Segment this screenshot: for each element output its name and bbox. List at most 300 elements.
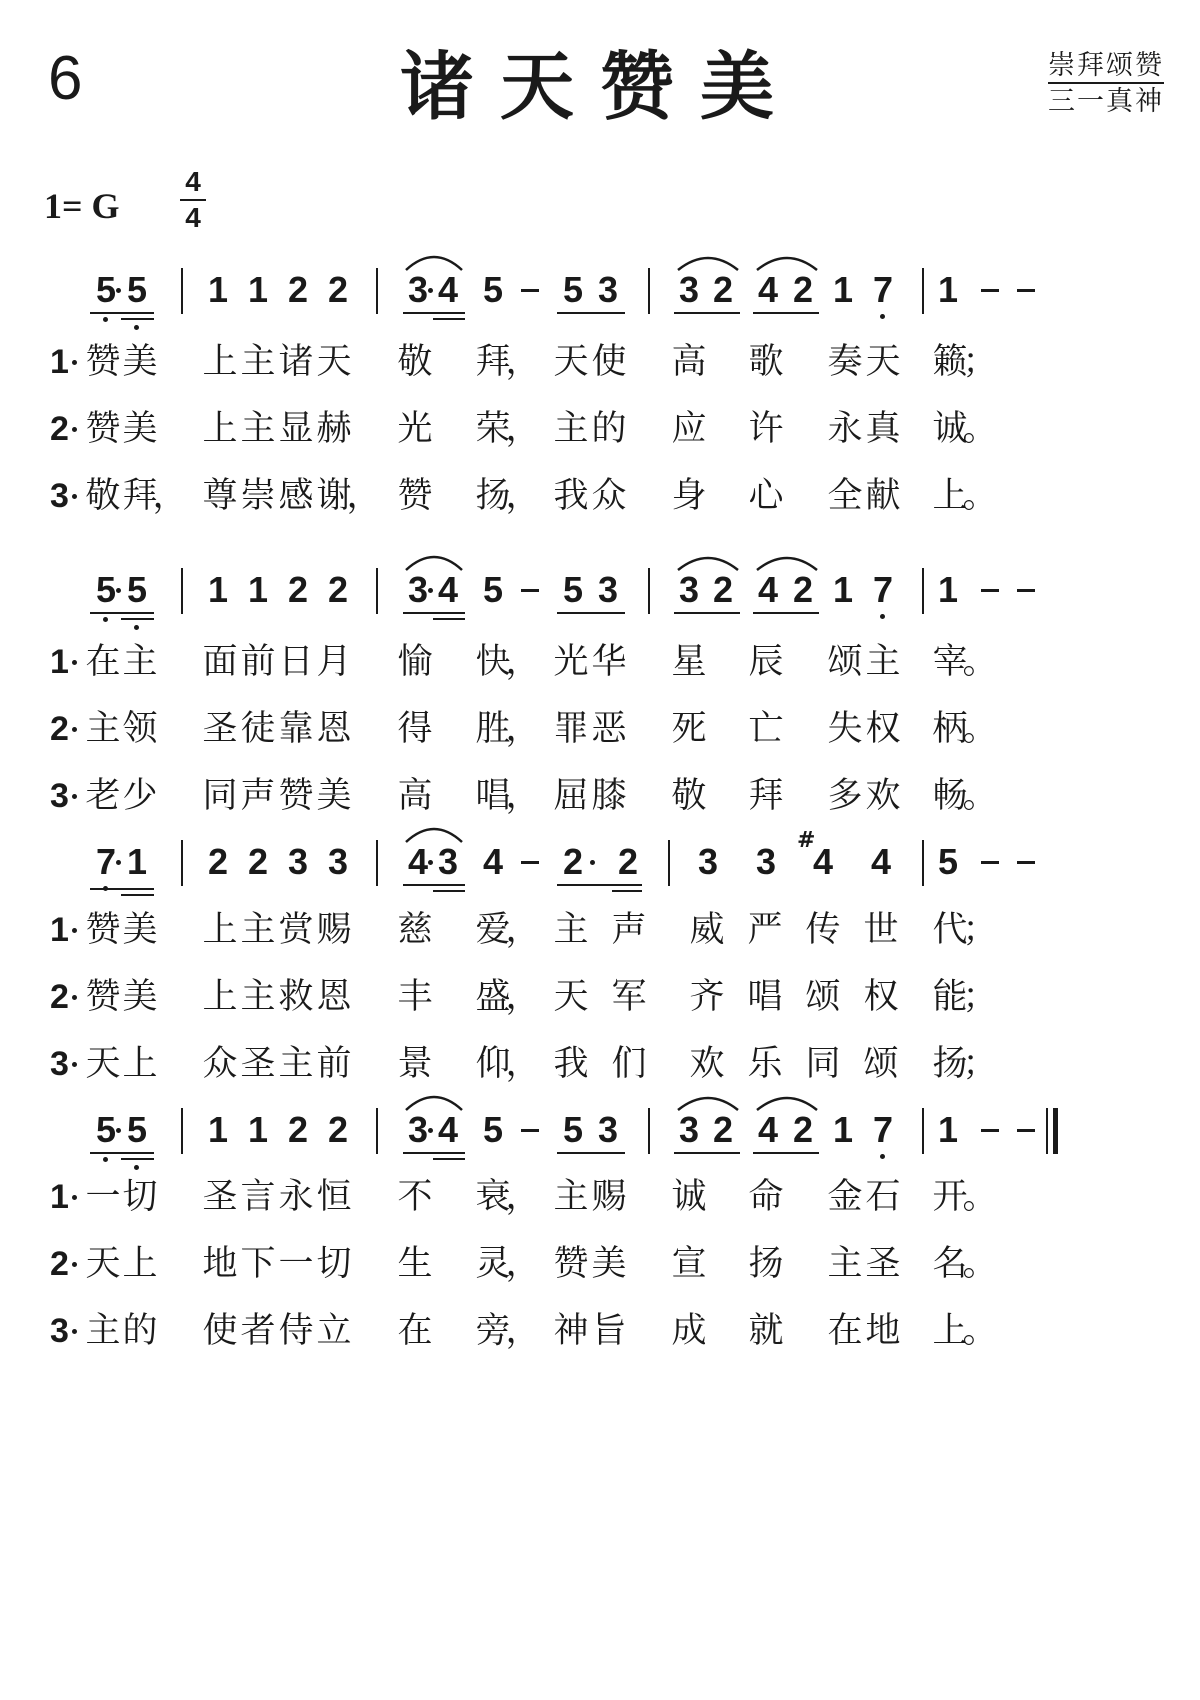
note: 5 xyxy=(126,1109,148,1150)
note: 5 xyxy=(482,1109,504,1150)
lyric-char: 星 xyxy=(671,642,707,682)
note: 1 xyxy=(207,269,229,310)
lyric-char: 拜 xyxy=(748,776,784,816)
lyric-char: 旨 xyxy=(591,1311,627,1351)
lyric-char: 心 xyxy=(748,476,784,516)
lyric-char: 救 xyxy=(278,977,314,1017)
lyric-char: 唱 xyxy=(747,977,783,1017)
lyric-char: 天 xyxy=(316,342,352,382)
lyric-char: 扬 xyxy=(932,1044,968,1084)
lyric-char: ， xyxy=(505,776,541,816)
note: 3 xyxy=(287,841,309,882)
verse-dot xyxy=(72,494,77,499)
lyric-char: 美 xyxy=(122,910,158,950)
lyric-char: 名 xyxy=(932,1244,968,1284)
lyric-char: 赞 xyxy=(85,910,121,950)
lyric-char: 赫 xyxy=(316,409,352,449)
lyric-char: 世 xyxy=(863,910,899,950)
lyric-line xyxy=(0,340,1200,384)
lyric-char: 者 xyxy=(240,1311,276,1351)
verse-dot xyxy=(72,1195,77,1200)
lyric-char: 永 xyxy=(827,409,863,449)
lyric-char: 宰 xyxy=(932,642,968,682)
dot xyxy=(590,860,595,865)
lyric-char: 。 xyxy=(962,642,998,682)
note: 5 xyxy=(482,569,504,610)
note: 4 xyxy=(437,269,459,310)
underline xyxy=(90,888,154,890)
note: 4 xyxy=(870,841,892,882)
lyric-char: 荣 xyxy=(475,409,511,449)
note: 3 xyxy=(597,1109,619,1150)
dash xyxy=(521,861,539,864)
lyric-char: 成 xyxy=(671,1311,707,1351)
time-signature-bar xyxy=(180,199,206,201)
barline xyxy=(648,568,650,614)
lyric-char: 日 xyxy=(278,642,314,682)
lyric-char: ， xyxy=(505,709,541,749)
lyric-char: 我 xyxy=(553,476,589,516)
lyric-char: 感 xyxy=(278,476,314,516)
lyric-char: 恩 xyxy=(316,977,352,1017)
lyric-char: 天 xyxy=(85,1044,121,1084)
lower-octave-dot xyxy=(880,314,885,319)
underline xyxy=(674,312,740,314)
lyric-char: 。 xyxy=(962,409,998,449)
note: 4 xyxy=(812,841,834,882)
lyric-char: 赞 xyxy=(397,476,433,516)
lyric-char: 天 xyxy=(85,1244,121,1284)
lyric-char: 们 xyxy=(611,1044,647,1084)
lyric-char: 。 xyxy=(962,1177,998,1217)
lyric-char: 应 xyxy=(671,409,707,449)
slur xyxy=(755,252,819,272)
underline xyxy=(433,890,465,892)
slur xyxy=(404,1090,464,1112)
lower-octave-dot xyxy=(134,325,139,330)
lyric-char: ， xyxy=(505,409,541,449)
note: 2 xyxy=(712,269,734,310)
verse-dot xyxy=(72,1062,77,1067)
underline xyxy=(433,1158,465,1160)
lyric-char: 声 xyxy=(240,776,276,816)
underline xyxy=(403,884,465,886)
note: 4 xyxy=(407,841,429,882)
slur xyxy=(404,822,464,844)
lyric-char: 胜 xyxy=(475,709,511,749)
lyric-char: ； xyxy=(962,977,998,1017)
note: 4 xyxy=(482,841,504,882)
lyric-char: 能 xyxy=(932,977,968,1017)
lyric-char: 罪 xyxy=(553,709,589,749)
subcategory-label: 三一真神 xyxy=(1048,86,1164,117)
lyric-char: 众 xyxy=(202,1044,238,1084)
lyric-char: 权 xyxy=(865,709,901,749)
underline xyxy=(557,312,625,314)
lyric-char: 切 xyxy=(122,1177,158,1217)
note: 2 xyxy=(792,269,814,310)
lyric-char: 天 xyxy=(553,342,589,382)
underline xyxy=(403,612,465,614)
note: 5 xyxy=(482,269,504,310)
barline xyxy=(376,1108,378,1154)
lyric-char: 光 xyxy=(553,642,589,682)
note: 2 xyxy=(617,841,639,882)
lyric-char: 。 xyxy=(962,476,998,516)
lyric-char: 多 xyxy=(827,776,863,816)
lyric-char: 赞 xyxy=(85,342,121,382)
lyric-char: 命 xyxy=(748,1177,784,1217)
lyric-char: ； xyxy=(962,1044,998,1084)
lyric-char: 恩 xyxy=(316,709,352,749)
lyric-char: 领 xyxy=(122,709,158,749)
lyric-char: 旁 xyxy=(475,1311,511,1351)
lyric-char: 诚 xyxy=(671,1177,707,1217)
lyric-char: 金 xyxy=(827,1177,863,1217)
verse-number: 1 xyxy=(50,1178,69,1216)
lyric-char: 赏 xyxy=(278,910,314,950)
lyric-char: 膝 xyxy=(591,776,627,816)
dash xyxy=(1017,1129,1035,1132)
lyric-char: 切 xyxy=(316,1244,352,1284)
lyric-char: 美 xyxy=(122,409,158,449)
verse-number: 3 xyxy=(50,1312,69,1350)
lyric-char: 下 xyxy=(240,1244,276,1284)
lower-octave-dot xyxy=(880,614,885,619)
lyric-char: 扬 xyxy=(748,1244,784,1284)
lyric-char: 主 xyxy=(122,642,158,682)
lyric-char: 乐 xyxy=(747,1044,783,1084)
underline xyxy=(121,318,154,320)
lyric-char: 军 xyxy=(611,977,647,1017)
verse-dot xyxy=(72,794,77,799)
lyric-char: 敬 xyxy=(671,776,707,816)
underline xyxy=(403,1152,465,1154)
lyric-char: 圣 xyxy=(865,1244,901,1284)
dash xyxy=(981,861,999,864)
lyric-char: 唱 xyxy=(475,776,511,816)
lyric-char: 。 xyxy=(962,709,998,749)
lower-octave-dot xyxy=(134,625,139,630)
time-signature xyxy=(180,168,206,232)
lyric-char: ， xyxy=(505,642,541,682)
verse-dot xyxy=(72,360,77,365)
lyric-char: 诚 xyxy=(932,409,968,449)
lyric-char: 使 xyxy=(202,1311,238,1351)
lyric-char: ， xyxy=(505,910,541,950)
lyric-char: 圣 xyxy=(202,709,238,749)
lyric-char: 慈 xyxy=(397,910,433,950)
lyric-char: 谢 xyxy=(316,476,352,516)
lyric-char: 天 xyxy=(553,977,589,1017)
verse-number: 1 xyxy=(50,643,69,681)
lyric-char: 欢 xyxy=(689,1044,725,1084)
lyric-char: 在 xyxy=(397,1311,433,1351)
lyric-char: 主 xyxy=(827,1244,863,1284)
slur xyxy=(676,1092,740,1112)
slur xyxy=(755,1092,819,1112)
lyric-char: 地 xyxy=(865,1311,901,1351)
verse-number: 1 xyxy=(50,343,69,381)
underline xyxy=(674,1152,740,1154)
note: 2 xyxy=(327,569,349,610)
note: 1 xyxy=(937,269,959,310)
lyric-char: 恶 xyxy=(591,709,627,749)
underline xyxy=(403,312,465,314)
note: 1 xyxy=(207,569,229,610)
lyric-char: 主 xyxy=(240,409,276,449)
underline xyxy=(433,318,465,320)
lyric-char: 景 xyxy=(397,1044,433,1084)
lyric-line xyxy=(0,707,1200,751)
lyric-char: 颂 xyxy=(805,977,841,1017)
barline xyxy=(181,268,183,314)
note: 5 xyxy=(95,569,117,610)
note: 5 xyxy=(562,569,584,610)
lyric-char: 赞 xyxy=(553,1244,589,1284)
lyric-char: 主 xyxy=(553,910,589,950)
lyric-char: ， xyxy=(152,476,188,516)
lyric-char: 少 xyxy=(122,776,158,816)
underline xyxy=(433,618,465,620)
lyric-char: 衰 xyxy=(475,1177,511,1217)
music-system-1 xyxy=(0,270,1200,310)
lyric-line xyxy=(0,1175,1200,1219)
lyric-char: 歌 xyxy=(748,342,784,382)
time-signature-top: 4 xyxy=(185,166,201,197)
slur xyxy=(404,250,464,272)
dash xyxy=(521,289,539,292)
time-signature-bottom: 4 xyxy=(185,202,201,233)
note: 3 xyxy=(597,269,619,310)
note: 3 xyxy=(755,841,777,882)
lyric-char: 高 xyxy=(397,776,433,816)
dash xyxy=(521,1129,539,1132)
music-system-2 xyxy=(0,570,1200,610)
lyric-char: 主 xyxy=(85,1311,121,1351)
lyric-char: 圣 xyxy=(240,1044,276,1084)
lyric-char: 言 xyxy=(240,1177,276,1217)
dot xyxy=(116,1128,121,1133)
lyric-char: 靠 xyxy=(278,709,314,749)
lyric-char: 失 xyxy=(827,709,863,749)
dot xyxy=(116,588,121,593)
lyric-char: ， xyxy=(505,1044,541,1084)
lyric-char: 就 xyxy=(748,1311,784,1351)
underline xyxy=(90,1152,154,1154)
slur xyxy=(755,552,819,572)
note: 7 xyxy=(872,269,894,310)
final-barline-thin xyxy=(1046,1108,1048,1154)
lyric-char: ， xyxy=(346,476,382,516)
note: 4 xyxy=(437,569,459,610)
note: 4 xyxy=(757,1109,779,1150)
lyric-char: 圣 xyxy=(202,1177,238,1217)
lyric-char: 美 xyxy=(122,977,158,1017)
page-title: 诸天赞美 xyxy=(400,44,800,130)
lyric-char: 在 xyxy=(85,642,121,682)
lyric-char: 立 xyxy=(316,1311,352,1351)
lyric-char: 的 xyxy=(591,409,627,449)
lyric-char: 尊 xyxy=(202,476,238,516)
note: 2 xyxy=(247,841,269,882)
underline xyxy=(121,1158,154,1160)
barline xyxy=(922,268,924,314)
underline xyxy=(121,894,154,896)
lyric-char: 徒 xyxy=(240,709,276,749)
note: 3 xyxy=(327,841,349,882)
lyric-char: 美 xyxy=(316,776,352,816)
lyric-char: 前 xyxy=(240,642,276,682)
lyric-line xyxy=(0,1042,1200,1086)
lyric-char: 高 xyxy=(671,342,707,382)
note: 1 xyxy=(207,1109,229,1150)
dash xyxy=(1017,589,1035,592)
lyric-char: ， xyxy=(505,977,541,1017)
barline xyxy=(181,840,183,886)
lyric-char: 华 xyxy=(591,642,627,682)
key-signature: 1= G xyxy=(44,186,120,226)
underline xyxy=(753,1152,819,1154)
lyric-char: 快 xyxy=(475,642,511,682)
barline xyxy=(922,568,924,614)
lyric-char: 赞 xyxy=(85,977,121,1017)
sharp-sign: # xyxy=(797,828,816,853)
note: 3 xyxy=(597,569,619,610)
lyric-char: 上 xyxy=(932,1311,968,1351)
lower-octave-dot xyxy=(103,1157,108,1162)
lyric-char: 。 xyxy=(962,776,998,816)
note: 1 xyxy=(937,1109,959,1150)
lower-octave-dot xyxy=(103,617,108,622)
lyric-char: 一 xyxy=(85,1177,121,1217)
lyric-char: 赐 xyxy=(316,910,352,950)
lyric-char: 恒 xyxy=(316,1177,352,1217)
music-system-4 xyxy=(0,1110,1200,1150)
underline xyxy=(674,612,740,614)
lyric-char: 权 xyxy=(863,977,899,1017)
barline xyxy=(922,840,924,886)
lyric-char: 。 xyxy=(962,1311,998,1351)
lyric-char: 。 xyxy=(962,1244,998,1284)
underline xyxy=(753,612,819,614)
slur xyxy=(676,252,740,272)
lyric-char: 侍 xyxy=(278,1311,314,1351)
lyric-char: 显 xyxy=(278,409,314,449)
lower-octave-dot xyxy=(134,1165,139,1170)
lyric-char: 我 xyxy=(553,1044,589,1084)
lyric-char: 永 xyxy=(278,1177,314,1217)
lyric-char: 扬 xyxy=(475,476,511,516)
lyric-char: 爱 xyxy=(475,910,511,950)
note: 3 xyxy=(407,269,429,310)
barline xyxy=(922,1108,924,1154)
lyric-char: 在 xyxy=(827,1311,863,1351)
lyric-line xyxy=(0,908,1200,952)
lyric-line xyxy=(0,1309,1200,1353)
verse-number: 2 xyxy=(50,978,69,1016)
note: 2 xyxy=(287,269,309,310)
lyric-char: 美 xyxy=(122,342,158,382)
dash xyxy=(1017,289,1035,292)
barline xyxy=(648,268,650,314)
lyric-char: 死 xyxy=(671,709,707,749)
note: 1 xyxy=(126,841,148,882)
lyric-char: 声 xyxy=(611,910,647,950)
lyric-char: 代 xyxy=(932,910,968,950)
lyric-char: 上 xyxy=(122,1044,158,1084)
lyric-char: 上 xyxy=(202,409,238,449)
lyric-char: 崇 xyxy=(240,476,276,516)
verse-dot xyxy=(72,660,77,665)
lyric-line xyxy=(0,407,1200,451)
lyric-char: 赐 xyxy=(591,1177,627,1217)
verse-dot xyxy=(72,995,77,1000)
barline xyxy=(648,1108,650,1154)
dot xyxy=(116,288,121,293)
lyric-char: 亡 xyxy=(748,709,784,749)
lyric-char: 传 xyxy=(805,910,841,950)
lyric-line xyxy=(0,640,1200,684)
note: 1 xyxy=(247,569,269,610)
note: 5 xyxy=(126,269,148,310)
lyric-char: 使 xyxy=(591,342,627,382)
lyric-char: 石 xyxy=(865,1177,901,1217)
lyric-char: ， xyxy=(505,1177,541,1217)
slur xyxy=(404,550,464,572)
lyric-char: 真 xyxy=(865,409,901,449)
verse-number: 2 xyxy=(50,410,69,448)
note: 4 xyxy=(437,1109,459,1150)
verse-number: 2 xyxy=(50,1245,69,1283)
barline xyxy=(376,268,378,314)
note: 1 xyxy=(832,269,854,310)
hymn-number: 6 xyxy=(48,44,83,113)
note: 2 xyxy=(287,1109,309,1150)
note: 5 xyxy=(95,269,117,310)
note: 3 xyxy=(678,1109,700,1150)
lyric-char: 丰 xyxy=(397,977,433,1017)
lyric-char: 畅 xyxy=(932,776,968,816)
lyric-char: 同 xyxy=(202,776,238,816)
note: 1 xyxy=(247,269,269,310)
note: 3 xyxy=(407,569,429,610)
barline xyxy=(376,840,378,886)
lyric-char: 主 xyxy=(553,409,589,449)
lyric-char: 主 xyxy=(240,910,276,950)
lyric-char: 诸 xyxy=(278,342,314,382)
lyric-char: 柄 xyxy=(932,709,968,749)
lyric-char: ； xyxy=(962,342,998,382)
lyric-char: 颂 xyxy=(863,1044,899,1084)
lyric-char: 月 xyxy=(316,642,352,682)
lyric-char: 美 xyxy=(591,1244,627,1284)
lyric-char: 老 xyxy=(85,776,121,816)
note: 2 xyxy=(792,569,814,610)
lyric-char: 主 xyxy=(240,977,276,1017)
lyric-char: 上 xyxy=(202,977,238,1017)
dash xyxy=(981,589,999,592)
dash xyxy=(981,1129,999,1132)
lyric-char: 主 xyxy=(240,342,276,382)
note: 3 xyxy=(678,269,700,310)
lyric-char: 上 xyxy=(202,910,238,950)
lyric-char: ； xyxy=(962,910,998,950)
note: 7 xyxy=(872,569,894,610)
lyric-char: 籁 xyxy=(932,342,968,382)
lyric-line xyxy=(0,1242,1200,1286)
lower-octave-dot xyxy=(103,317,108,322)
